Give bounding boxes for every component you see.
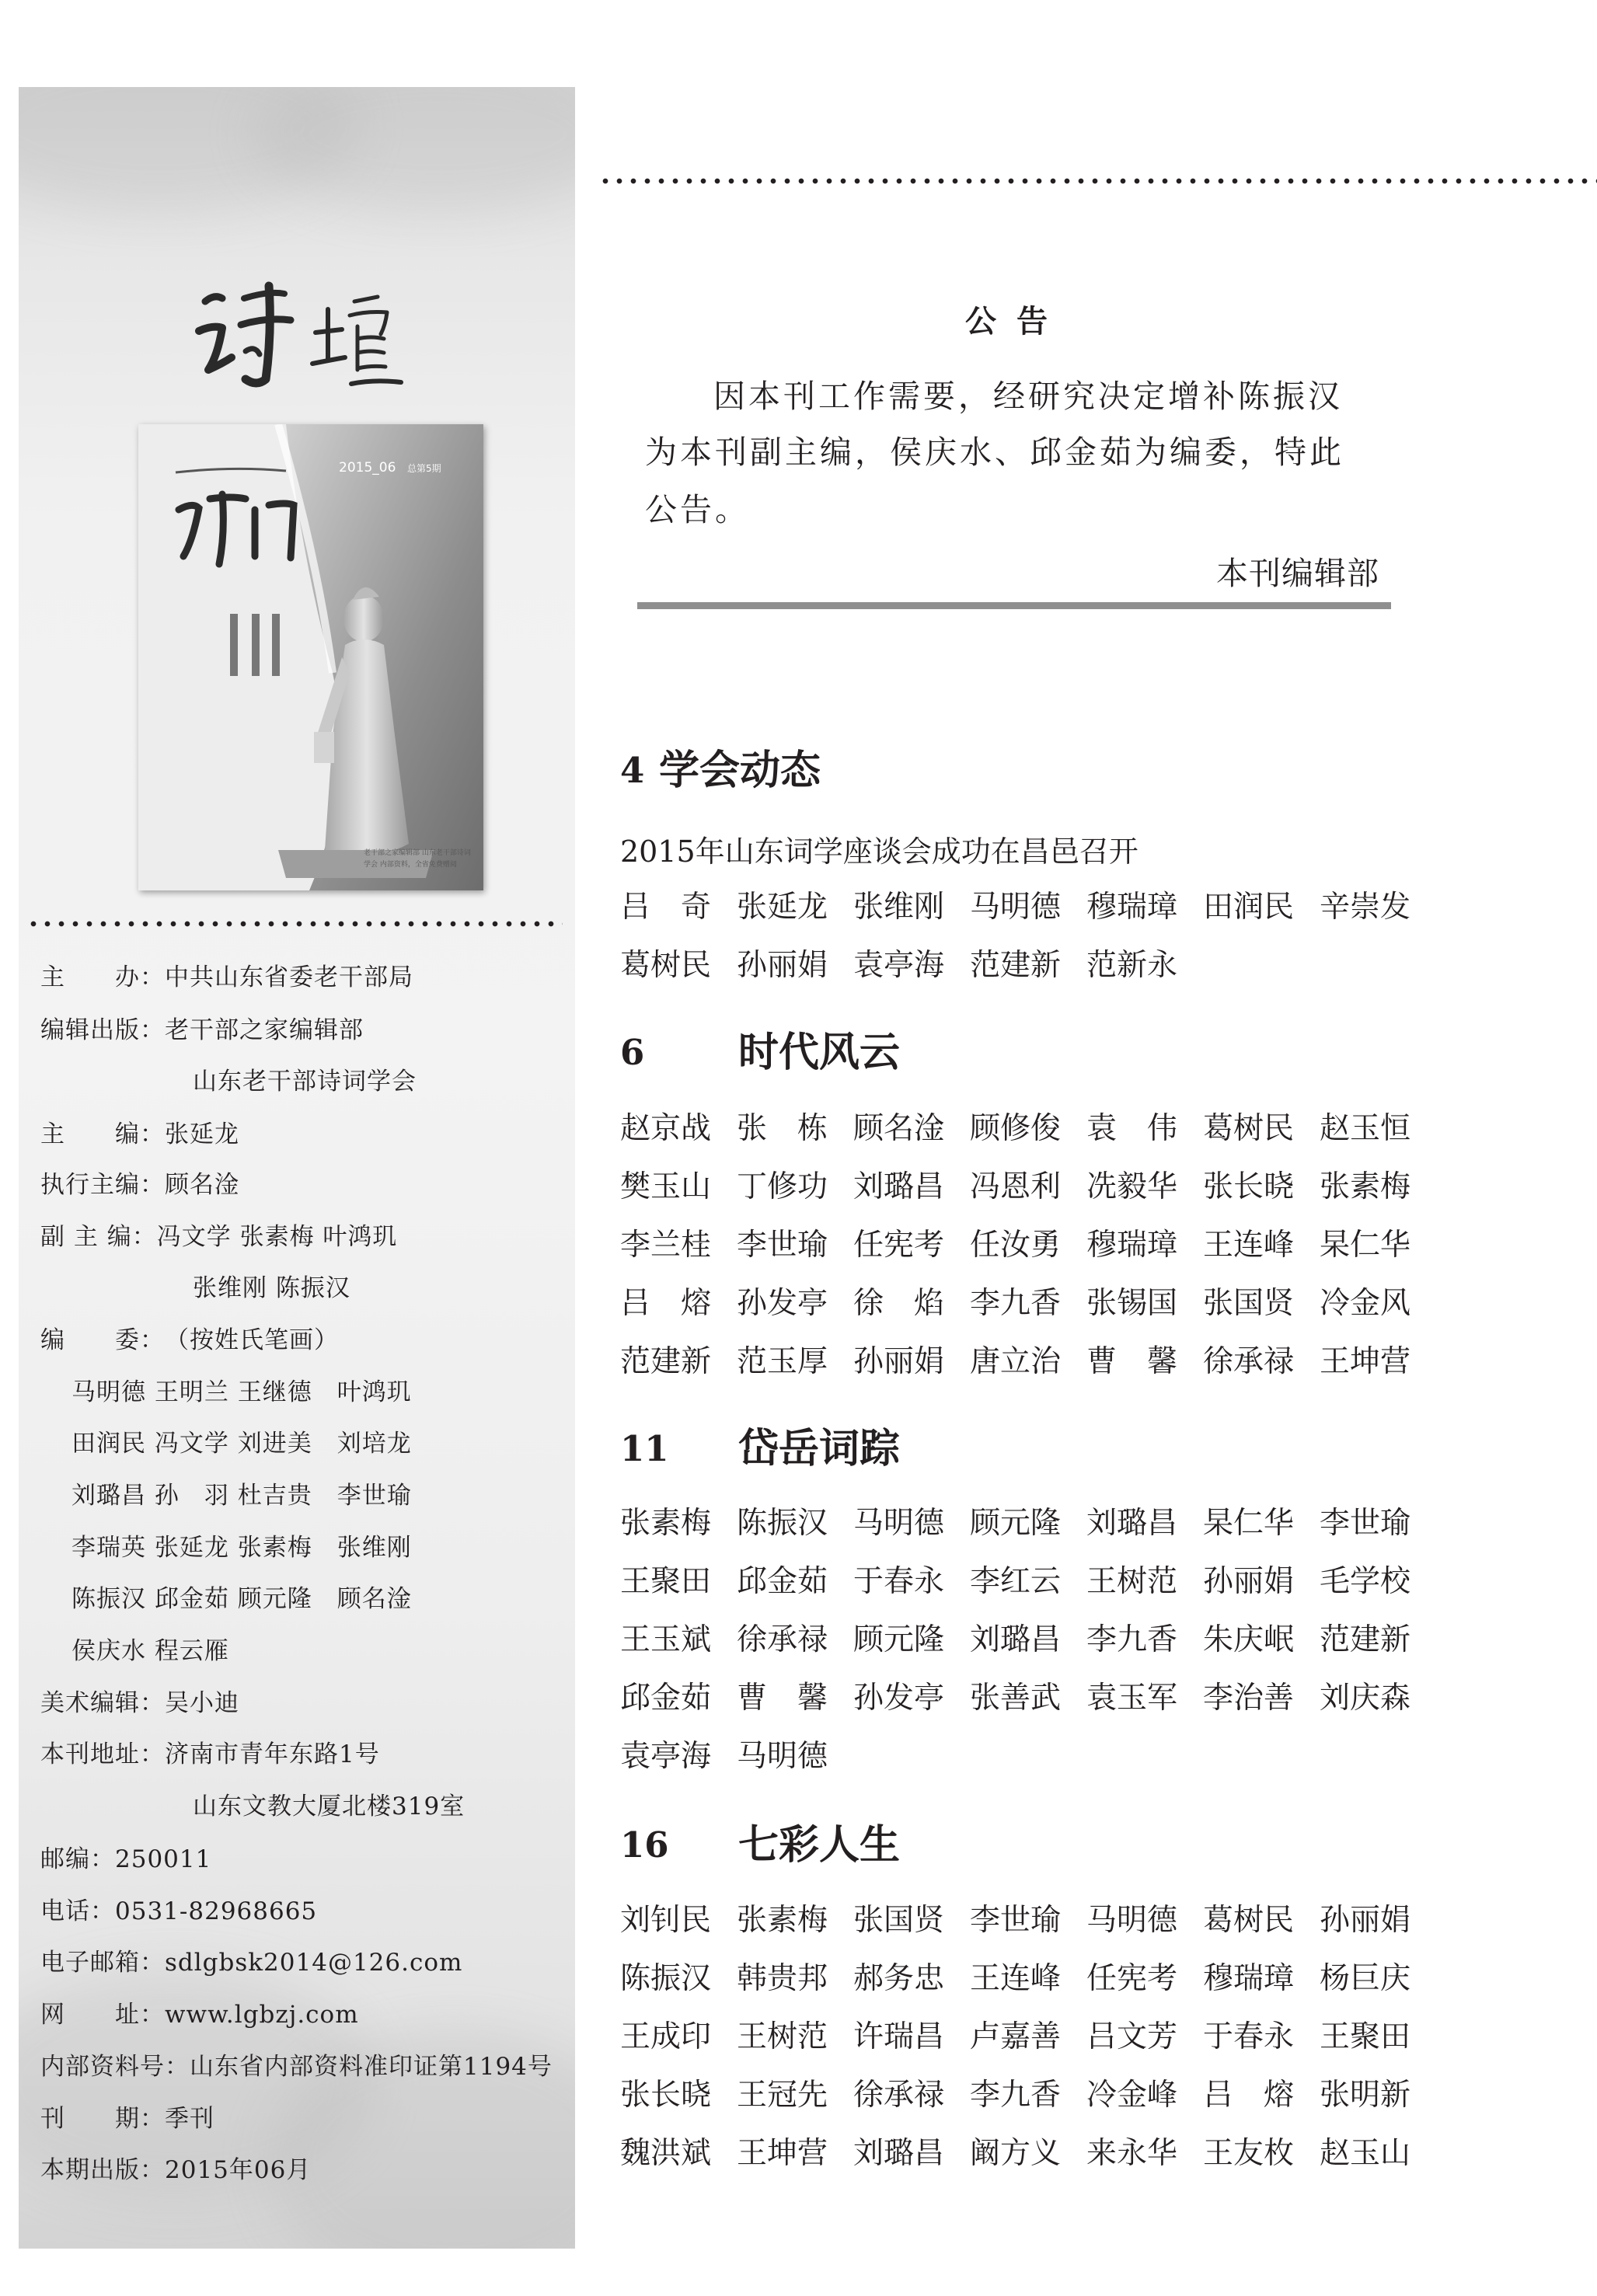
author-name: 刘璐昌	[853, 2136, 945, 2171]
author-name: 陈振汉	[737, 1506, 828, 1541]
author-name: 袁亭海	[620, 1739, 712, 1774]
magazine-cover-thumbnail	[138, 424, 483, 890]
author-names-row	[620, 1504, 1436, 1543]
author-name: 韩贵邦	[737, 1961, 828, 1996]
author-name: 曹 馨	[737, 1681, 828, 1716]
author-name: 李九香	[1086, 1622, 1178, 1657]
author-name: 孙丽娟	[1320, 1903, 1411, 1938]
author-name: 陈振汉	[620, 1961, 712, 1996]
author-names-row	[620, 2076, 1436, 2115]
author-name: 张明新	[1320, 2078, 1411, 2113]
masthead-info-value: 吴小迪	[165, 1689, 239, 1717]
top-dotted-divider	[598, 178, 1597, 184]
section-title: 七彩人生	[738, 1821, 901, 1869]
masthead-info-row	[40, 1896, 317, 1927]
masthead-info-value: 田润民 冯文学 刘进美 刘培龙	[71, 1430, 412, 1458]
section-title: 时代风云	[738, 1029, 901, 1076]
author-name: 穆瑞璋	[1086, 1228, 1178, 1263]
notice-title: 公告	[965, 303, 1068, 340]
section-heading	[620, 1822, 1164, 1869]
masthead-info-row	[40, 2103, 214, 2134]
masthead-info-row	[71, 1428, 412, 1459]
author-names-row	[620, 1563, 1436, 1601]
author-names-row	[620, 1168, 1436, 1207]
masthead-info-value: 李瑞英 张延龙 张素梅 张维刚	[71, 1534, 412, 1562]
author-name: 冯恩利	[970, 1169, 1062, 1204]
author-name: 冷金风	[1320, 1286, 1411, 1321]
author-name: 李治善	[1203, 1681, 1295, 1716]
author-name: 王聚田	[620, 1564, 712, 1599]
masthead-info-row	[40, 962, 413, 993]
section-page-number: 11	[620, 1428, 669, 1469]
section-title: 学会动态	[659, 747, 821, 794]
author-name: 范新永	[1086, 948, 1178, 983]
cover-issue: 总第5期	[407, 463, 441, 474]
section-page-number: 6	[620, 1032, 645, 1073]
author-name: 张锡国	[1086, 1286, 1178, 1321]
author-name: 任宪考	[853, 1228, 945, 1263]
masthead-info-value: （按姓氏笔画）	[165, 1326, 339, 1354]
masthead-info-value: 中共山东省委老干部局	[165, 963, 413, 991]
author-name: 辛崇发	[1320, 890, 1411, 925]
author-name: 范建新	[620, 1344, 712, 1379]
masthead-info-row	[40, 1169, 239, 1200]
masthead-info-row	[40, 2051, 553, 2082]
author-name: 顾元隆	[853, 1622, 945, 1657]
masthead-info-label: 内部资料号：	[40, 2053, 190, 2081]
author-name: 张延龙	[737, 890, 828, 925]
author-name: 冷金峰	[1086, 2078, 1178, 2113]
author-name: 葛树民	[1203, 1111, 1295, 1146]
author-name: 于春永	[1203, 2019, 1295, 2054]
masthead-info-row	[40, 1947, 462, 1978]
masthead-info-row	[40, 1119, 239, 1150]
masthead-info-row	[193, 1066, 417, 1097]
author-name: 杨巨庆	[1320, 1961, 1411, 1996]
masthead-info-row	[40, 2155, 311, 2186]
notice-signature: 本刊编辑部	[1216, 555, 1379, 592]
author-name: 袁玉军	[1086, 1681, 1178, 1716]
author-name: 魏洪斌	[620, 2136, 712, 2171]
author-name: 李世瑜	[1320, 1506, 1411, 1541]
section-heading	[620, 747, 1164, 794]
masthead-info-value: 季刊	[165, 2105, 214, 2133]
author-names-row	[620, 2018, 1436, 2057]
masthead-info-row	[40, 1739, 380, 1770]
author-name: 刘钊民	[620, 1903, 712, 1938]
masthead-info-value: 山东省内部资料准印证第1194号	[190, 2053, 553, 2081]
author-name: 阚方义	[970, 2136, 1062, 2171]
author-name: 李九香	[970, 1286, 1062, 1321]
author-name: 王聚田	[1320, 2019, 1411, 2054]
author-name: 袁亭海	[853, 948, 945, 983]
article-title: 2015年山东词学座谈会成功在昌邑召开	[620, 834, 1138, 869]
author-name: 赵玉山	[1320, 2136, 1411, 2171]
author-name: 王连峰	[970, 1961, 1062, 1996]
author-name: 张国贤	[853, 1903, 945, 1938]
author-name: 袁 伟	[1086, 1111, 1178, 1146]
author-name: 王冠先	[737, 2078, 828, 2113]
author-names-row	[620, 1226, 1436, 1265]
author-name: 任汝勇	[970, 1228, 1062, 1263]
masthead-info-row	[71, 1480, 412, 1511]
author-name: 范玉厚	[737, 1344, 828, 1379]
author-name: 葛树民	[1203, 1903, 1295, 1938]
author-name: 徐承禄	[737, 1622, 828, 1657]
cover-bottom-text: 老干部之家编辑部 山东老干部诗词学会 内部资料，全省免费赠阅	[364, 849, 471, 869]
author-names-row	[620, 1284, 1436, 1323]
masthead-info-row	[193, 1791, 465, 1822]
cover-date: 2015_06	[339, 460, 396, 476]
masthead-info-value: 250011	[115, 1845, 212, 1873]
masthead-info-value: 侯庆水 程云雁	[71, 1637, 229, 1665]
author-name: 张维刚	[853, 890, 945, 925]
masthead-info-value: 陈振汉 邱金茹 顾元隆 顾名淦	[71, 1585, 412, 1613]
section-heading	[620, 1426, 1164, 1472]
author-name: 刘庆森	[1320, 1681, 1411, 1716]
author-name: 刘璐昌	[853, 1169, 945, 1204]
journal-calligraphy-logo	[191, 270, 424, 402]
masthead-info-label: 刊 期：	[40, 2105, 165, 2133]
author-name: 吕 熔	[620, 1286, 712, 1321]
sidebar-dotted-divider	[26, 921, 563, 927]
author-names-row	[620, 1621, 1436, 1660]
masthead-info-value: 刘璐昌 孙 羽 杜吉贵 李世瑜	[71, 1482, 412, 1510]
author-name: 王树范	[737, 2019, 828, 2054]
author-names-row	[620, 2134, 1436, 2173]
masthead-info-row	[40, 1221, 397, 1253]
masthead-info-label: 邮编：	[40, 1845, 115, 1873]
masthead-info-label: 电子邮箱：	[40, 1949, 165, 1977]
author-name: 丁修功	[737, 1169, 828, 1204]
masthead-info-value: 老干部之家编辑部	[165, 1016, 364, 1044]
notice-underline-rule	[637, 602, 1391, 609]
masthead-info-row	[40, 1999, 359, 2030]
author-names-row	[620, 1901, 1436, 1940]
author-name: 李红云	[970, 1564, 1062, 1599]
author-name: 赵玉恒	[1320, 1111, 1411, 1146]
notice-line: 为本刊副主编，侯庆水、邱金茹为编委，特此	[645, 434, 1344, 471]
author-name: 孙发亭	[853, 1681, 945, 1716]
author-name: 李世瑜	[970, 1903, 1062, 1938]
section-page-number: 4	[620, 750, 645, 791]
masthead-info-value: 顾名淦	[165, 1171, 239, 1199]
masthead-info-label: 电话：	[40, 1897, 115, 1925]
masthead-info-row	[71, 1584, 412, 1615]
author-name: 李世瑜	[737, 1228, 828, 1263]
author-name: 马明德	[1086, 1903, 1178, 1938]
author-name: 李兰桂	[620, 1228, 712, 1263]
author-name: 邱金茹	[737, 1564, 828, 1599]
author-name: 任宪考	[1086, 1961, 1178, 1996]
author-name: 马明德	[970, 890, 1062, 925]
masthead-info-value: 冯文学 张素梅 叶鸿玑	[156, 1223, 398, 1251]
author-name: 王玉斌	[620, 1622, 712, 1657]
cover-artwork	[138, 424, 483, 890]
author-name: 徐承禄	[1203, 1344, 1295, 1379]
author-name: 毛学校	[1320, 1564, 1411, 1599]
author-name: 徐承禄	[853, 2078, 945, 2113]
masthead-info-row	[71, 1532, 412, 1563]
masthead-info-label: 执行主编：	[40, 1171, 165, 1199]
author-name: 朱庆岷	[1203, 1622, 1295, 1657]
masthead-info-label: 本刊地址：	[40, 1740, 165, 1768]
author-name: 顾名淦	[853, 1111, 945, 1146]
masthead-info-label: 副 主 编：	[40, 1223, 157, 1251]
masthead-info-row	[40, 1015, 364, 1046]
author-name: 张长晓	[1203, 1169, 1295, 1204]
author-names-row	[620, 1110, 1436, 1148]
author-name: 邱金茹	[620, 1681, 712, 1716]
author-name: 王连峰	[1203, 1228, 1295, 1263]
author-name: 张善武	[970, 1681, 1062, 1716]
masthead-info-value: 2015年06月	[165, 2156, 312, 2184]
author-name: 杲仁华	[1203, 1506, 1295, 1541]
masthead-info-label: 主 办：	[40, 963, 165, 991]
masthead-info-value: 山东老干部诗词学会	[193, 1068, 417, 1096]
author-names-row	[620, 1343, 1436, 1381]
masthead-info-value: www.lgbzj.com	[165, 2001, 359, 2029]
author-names-row	[620, 946, 1203, 985]
masthead-info-row	[40, 1325, 339, 1356]
author-name: 曹 馨	[1086, 1344, 1178, 1379]
author-name: 张长晓	[620, 2078, 712, 2113]
author-name: 孙丽娟	[1203, 1564, 1295, 1599]
author-name: 吕文芳	[1086, 2019, 1178, 2054]
section-page-number: 16	[620, 1824, 669, 1866]
author-name: 马明德	[853, 1506, 945, 1541]
author-name: 张素梅	[737, 1903, 828, 1938]
author-name: 张素梅	[620, 1506, 712, 1541]
masthead-info-label: 本期出版：	[40, 2156, 165, 2184]
author-name: 张素梅	[1320, 1169, 1411, 1204]
masthead-info-value: 山东文教大厦北楼319室	[193, 1793, 466, 1820]
author-name: 顾修俊	[970, 1111, 1062, 1146]
author-name: 葛树民	[620, 948, 712, 983]
author-name: 冼毅华	[1086, 1169, 1178, 1204]
section-title: 岱岳词踪	[738, 1425, 901, 1472]
author-name: 吕 熔	[1203, 2078, 1295, 2113]
author-name: 唐立治	[970, 1344, 1062, 1379]
author-name: 杲仁华	[1320, 1228, 1411, 1263]
masthead-info-label: 主 编：	[40, 1120, 165, 1148]
masthead-info-value: 0531-82968665	[115, 1897, 318, 1925]
author-name: 赵京战	[620, 1111, 712, 1146]
masthead-info-value: 张维刚 陈振汉	[193, 1274, 350, 1302]
author-name: 卢嘉善	[970, 2019, 1062, 2054]
author-names-row	[620, 888, 1436, 927]
notice-line: 因本刊工作需要，经研究决定增补陈振汉	[713, 378, 1343, 415]
author-name: 田润民	[1203, 890, 1295, 925]
author-name: 孙丽娟	[853, 1344, 945, 1379]
author-name: 吕 奇	[620, 890, 712, 925]
author-name: 徐 焰	[853, 1286, 945, 1321]
ink-cloud-decoration	[252, 87, 575, 211]
author-name: 孙发亭	[737, 1286, 828, 1321]
masthead-info-row	[71, 1636, 229, 1667]
author-name: 来永华	[1086, 2136, 1178, 2171]
author-name: 樊玉山	[620, 1169, 712, 1204]
author-name: 郝务忠	[853, 1961, 945, 1996]
author-name: 范建新	[1320, 1622, 1411, 1657]
author-name: 穆瑞璋	[1086, 890, 1178, 925]
author-names-row	[620, 1737, 853, 1776]
author-name: 穆瑞璋	[1203, 1961, 1295, 1996]
masthead-info-value: 张延龙	[165, 1120, 239, 1148]
author-name: 张 栋	[737, 1111, 828, 1146]
section-heading	[620, 1030, 1164, 1076]
masthead-info-row	[71, 1377, 412, 1408]
author-name: 孙丽娟	[737, 948, 828, 983]
author-name: 马明德	[737, 1739, 828, 1774]
author-name: 顾元隆	[970, 1506, 1062, 1541]
author-name: 刘璐昌	[1086, 1506, 1178, 1541]
masthead-info-label: 美术编辑：	[40, 1689, 165, 1717]
masthead-info-label: 网 址：	[40, 2001, 165, 2029]
author-name: 王坤营	[1320, 1344, 1411, 1379]
author-name: 刘璐昌	[970, 1622, 1062, 1657]
author-name: 王坤营	[737, 2136, 828, 2171]
masthead-info-label: 编辑出版：	[40, 1016, 165, 1044]
author-name: 李九香	[970, 2078, 1062, 2113]
author-name: 许瑞昌	[853, 2019, 945, 2054]
author-name: 王树范	[1086, 1564, 1178, 1599]
author-names-row	[620, 1679, 1436, 1718]
masthead-info-row	[40, 1844, 211, 1875]
author-name: 王友枚	[1203, 2136, 1295, 2171]
author-name: 张国贤	[1203, 1286, 1295, 1321]
author-name: 范建新	[970, 948, 1062, 983]
masthead-info-value: 马明德 王明兰 王继德 叶鸿玑	[71, 1378, 412, 1406]
notice-line: 公告。	[645, 491, 750, 528]
author-names-row	[620, 1960, 1436, 1998]
author-name: 于春永	[853, 1564, 945, 1599]
masthead-info-row	[193, 1273, 350, 1304]
author-name: 王成印	[620, 2019, 712, 2054]
masthead-info-value: 济南市青年东路1号	[165, 1740, 380, 1768]
masthead-info-value: sdlgbsk2014@126.com	[165, 1949, 463, 1977]
masthead-info-row	[40, 1688, 239, 1719]
masthead-info-label: 编 委：	[40, 1326, 165, 1354]
